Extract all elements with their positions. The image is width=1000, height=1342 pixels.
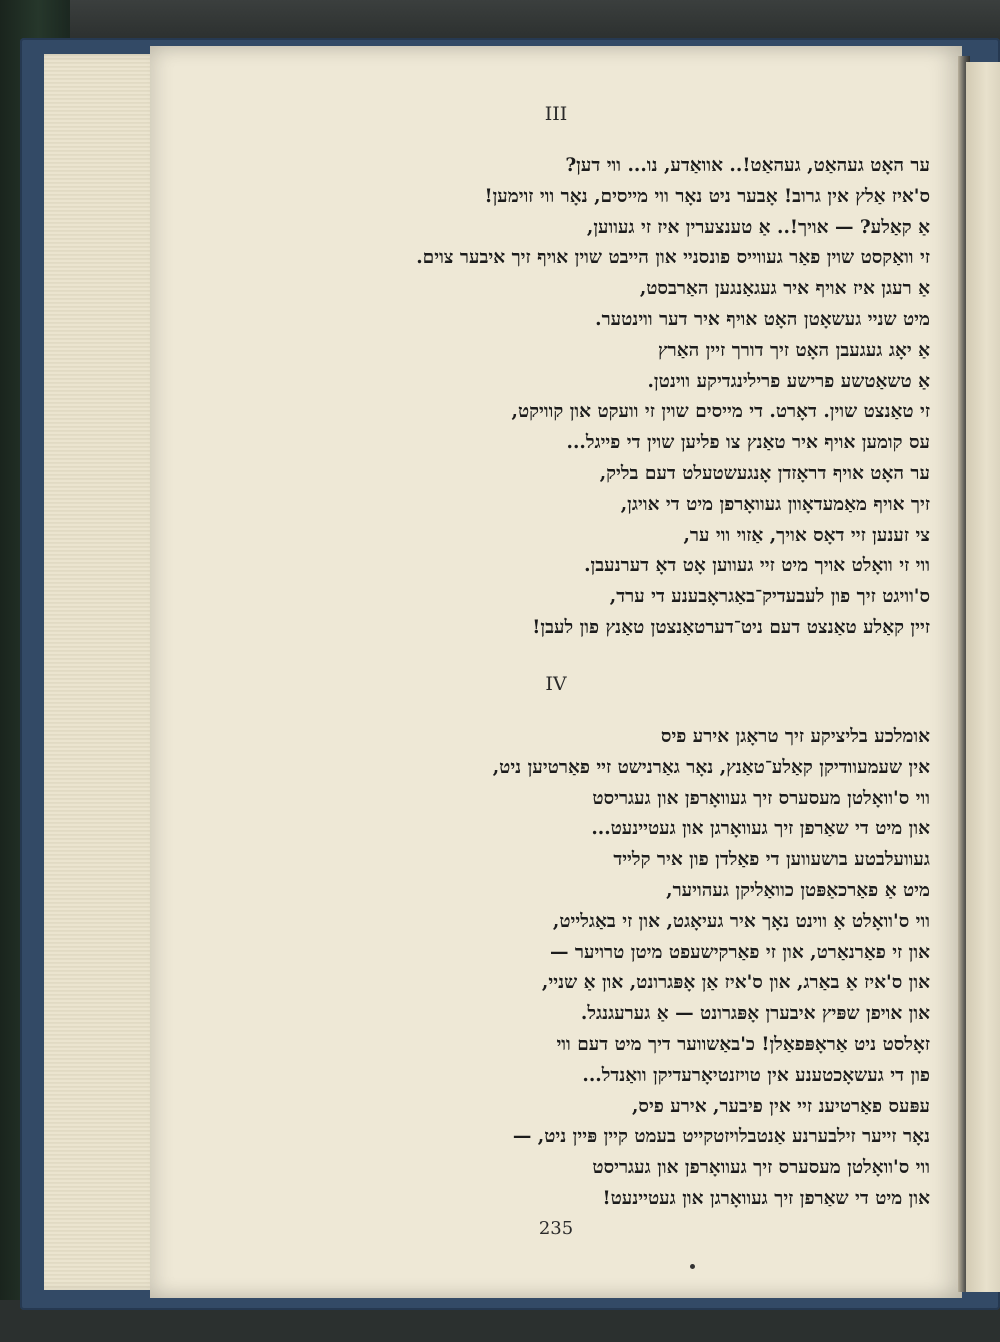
poem-line: זי טאַנצט שוין. דאָרט. די מייסים שוין זי וועקט און קוויקט, [511, 401, 930, 423]
poem-line: און ס'איז אַ באַרג, און ס'איז אַן אָפּגרונט, און אַ שניי, [541, 972, 930, 994]
poem-line: אומלכע בליציקע זיך טראָגן אירע פיס [660, 726, 930, 747]
poem-line: אַ יאָג געגעבן האָט זיך דורך זיין האַרץ [658, 339, 930, 361]
poem-line: אַ טשאַטשע פרישע פרילינגדיקע ווינטן. [647, 370, 930, 392]
poem-line: צי זענען זיי דאָס אויך, אַזוי ווי ער, [683, 524, 930, 546]
poem-line: זאָלסט ניט אַראָפּפאַלן! כ'באַשווער דיך מיט דעם ווי [556, 1033, 930, 1055]
poem-line: ס'איז אַלץ אין גרוב! אָבער ניט נאָר ווי מייסים, נאָר ווי זוימען! [484, 185, 930, 207]
poem-section-iv [255, 722, 930, 1215]
poem-line: מיט אַ פאַרכאַפּטן כוואַליקן געהויער, [666, 879, 930, 901]
poem-line: און אויפן שפּיץ איבערן אָפּגרונט — אַ גערעגנגל. [580, 1003, 930, 1025]
poem-line: עס קומען אויף איר טאַנץ צו פליען שוין די פייגל... [566, 432, 930, 454]
poem-section-iii [255, 151, 930, 644]
poem-line: אַ קאַלע? — אויך!.. אַ טענצערין איז זי געווען, [586, 216, 930, 238]
poem-line: ווי זי וואָלט אויך מיט זיי געווען אָט דאָ דערנעבן. [584, 555, 930, 577]
poem-line: ער האָט געהאַט, געהאַט!.. אוואַדע, נו... ווי דען? [565, 155, 930, 176]
poem-line: און מיט די שאַרפן זיך געוואָרגן און געטיינעט... [591, 818, 930, 840]
poem-line: ס'וויגט זיך פון לעבעדיק־באַגראָבענע די ערד, [609, 586, 930, 608]
poem-line: ווי ס'וואָלט אַ ווינט נאָך איר געיאָגט, און זי באַגלייט, [552, 910, 930, 932]
next-page-edge [966, 62, 1000, 1292]
poem-line: אַ רעגן איז אויף איר געגאַנגען האַרבסט, [639, 278, 930, 300]
page-edges [44, 54, 162, 1290]
poem-line: נאָר זייער זילבערנע אַנטבלויזטקייט בעמט קיין פּיין ניט, — [512, 1126, 930, 1148]
poem-line: זיך אויף מאַמעדאָוון געוואָרפן מיט די אויגן, [620, 493, 930, 515]
poem-line: מיט שניי געשאָטן האָט אויף איר דער ווינטער. [595, 308, 930, 330]
poem-line: און מיט די שאַרפן זיך געוואָרגן און געטיינעט! [602, 1187, 930, 1209]
page-number: 235 [538, 1218, 574, 1239]
poem-line: ווי ס'וואָלטן מעסערס זיך געוואָרפן און געגריסט [592, 787, 930, 809]
section-number-iii: III [544, 103, 568, 125]
poem-line: ווי ס'וואָלטן מעסערס זיך געוואָרפן און געגריסט [592, 1157, 930, 1179]
poem-line: געוועלבטע בושעווען די פאַלדן פון איר קלייד [613, 849, 930, 871]
poem-line: פון די געשאָכטענע אין טויזנטיאָרעדיקן וואַנדל... [582, 1064, 930, 1086]
section-number-iv: IV [545, 673, 567, 695]
poem-line: עפּעס פאַרטיענ זיי אין פיבער, אירע פיס, [631, 1095, 930, 1117]
poem-line: ער האָט אויף דראָזדן אָנגעשטעלט דעם בליק, [599, 462, 930, 484]
ink-speck [690, 1264, 695, 1269]
poem-line: אין שעמעוודיקן קאַלע־טאַנץ, נאָר גאַרנישט זיי פאַרטיען ניט, [492, 756, 930, 778]
background-top [70, 0, 1000, 40]
poem-line: זי וואַקסט שוין פאַר געווייס פונסניי און הייבט שוין אויף זיך איבער צוים. [416, 247, 930, 269]
poem-line: און זי פאַרנאַרט, און זי פאַרקישעפט מיטן טרויער — [549, 941, 930, 963]
poem-line: זיין קאַלע טאַנצט דעם ניט־דערטאַנצטן טאַנץ פון לעבן! [532, 616, 930, 638]
